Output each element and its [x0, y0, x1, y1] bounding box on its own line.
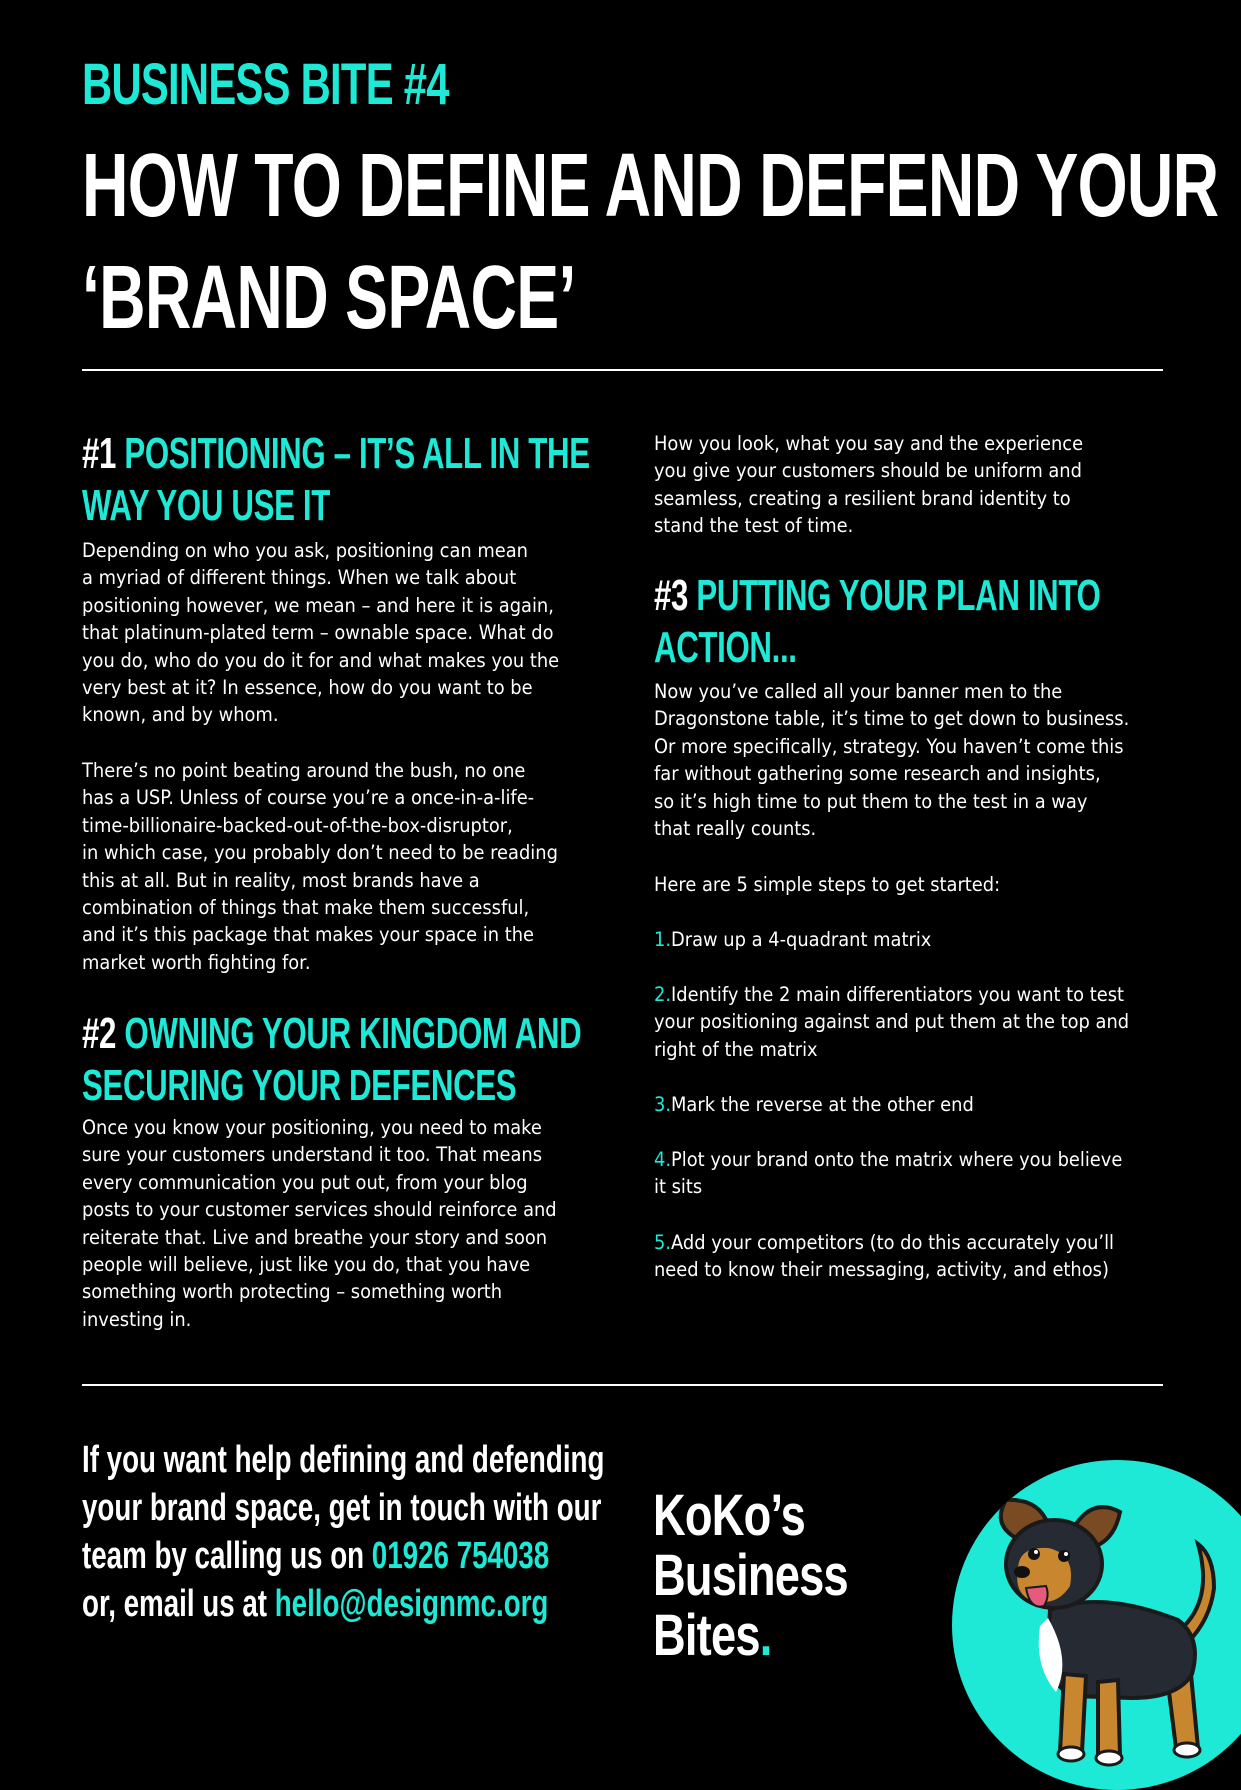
step-3 [654, 1091, 974, 1118]
text-line: very best at it? In essence, how do you want to be [82, 676, 533, 700]
section-2-paragraph-2 [654, 430, 1083, 540]
text-line: far without gathering some research and insights, [654, 762, 1101, 786]
text-line: seamless, creating a resilient brand identity to [654, 486, 1071, 510]
text-line: that platinum-plated term – ownable space. What do [82, 621, 554, 645]
text-line: investing in. [82, 1307, 192, 1331]
mascot-badge [952, 1460, 1241, 1790]
section-2-title-line-1: OWNING YOUR KINGDOM AND [124, 1009, 582, 1058]
text-line: your positioning against and put them at the top and [654, 1010, 1130, 1034]
text-line: every communication you put out, from your blog [82, 1170, 528, 1194]
section-1-paragraph-2 [82, 757, 558, 976]
text-line: a myriad of different things. When we talk about [82, 566, 517, 590]
section-1-heading [82, 428, 590, 532]
text-line: Identify the 2 main differentiators you want to test [671, 983, 1125, 1006]
brand-dot: . [759, 1603, 772, 1668]
step-1 [654, 926, 931, 953]
step-number: 4. [654, 1148, 672, 1171]
email-link[interactable]: hello@designmc.org [274, 1583, 549, 1625]
text-line: and it’s this package that makes your space in the [82, 923, 534, 947]
text-line: Now you’ve called all your banner men to the [654, 680, 1063, 703]
text-line: time-billionaire-backed-out-of-the-box-disruptor, [82, 813, 513, 837]
contact-cta [82, 1436, 604, 1628]
section-2-number: #2 [82, 1009, 117, 1058]
text-line: you give your customers should be uniform and [654, 459, 1082, 483]
section-1-title-line-1: POSITIONING – IT’S ALL IN THE [124, 429, 590, 478]
text-line: There’s no point beating around the bush, no one [82, 759, 526, 782]
section-3-title-line-1: PUTTING YOUR PLAN INTO [696, 571, 1101, 620]
section-1-number: #1 [82, 429, 117, 478]
text-line: has a USP. Unless of course you’re a once-in-a-life- [82, 786, 535, 810]
step-number: 5. [654, 1231, 672, 1254]
section-3-number: #3 [654, 571, 689, 620]
text-line: right of the matrix [654, 1037, 818, 1061]
step-5 [654, 1229, 1114, 1284]
section-2-paragraph-1 [82, 1114, 557, 1333]
cta-line: team by calling us on [82, 1535, 372, 1577]
dog-mascot-icon [952, 1460, 1241, 1790]
page-title-line-2: ‘BRAND SPACE’ [82, 248, 576, 348]
text-line: known, and by whom. [82, 703, 279, 727]
text-line: combination of things that make them successful, [82, 896, 530, 920]
text-line: reiterate that. Live and breathe your story and soon [82, 1225, 548, 1249]
text-line: it sits [654, 1175, 703, 1199]
text-line: people will believe, just like you do, that you have [82, 1253, 531, 1277]
text-line: Depending on who you ask, positioning can mean [82, 539, 528, 562]
brand-line: Business [653, 1543, 848, 1608]
brand-logo-text [653, 1483, 848, 1668]
section-3-title-line-2: ACTION... [654, 623, 797, 672]
bottom-divider [82, 1384, 1163, 1386]
text-line: Add your competitors (to do this accurately you’ll [671, 1231, 1115, 1254]
text-line: positioning however, we mean – and here it is again, [82, 593, 554, 617]
text-line: market worth fighting for. [82, 950, 311, 974]
text-line: Once you know your positioning, you need to make [82, 1116, 542, 1139]
kicker: BUSINESS BITE #4 [82, 52, 449, 117]
step-number: 1. [654, 928, 672, 951]
top-divider [82, 369, 1163, 371]
section-3-paragraph-1 [654, 678, 1129, 842]
section-2-heading [82, 1008, 581, 1112]
page-title [82, 130, 1218, 354]
brand-line: Bites [653, 1603, 760, 1668]
text-line: How you look, what you say and the experience [654, 432, 1084, 455]
text-line: stand the test of time. [654, 514, 854, 538]
text-line: this at all. But in reality, most brands have a [82, 868, 480, 892]
text-line: need to know their messaging, activity, and ethos) [654, 1258, 1109, 1282]
text-line: so it’s high time to put them to the test in a way [654, 789, 1088, 813]
cta-line: If you want help defining and defending [82, 1439, 605, 1481]
text-line: something worth protecting – something worth [82, 1280, 503, 1304]
section-1-title-line-2: WAY YOU USE IT [82, 481, 330, 530]
step-number: 2. [654, 983, 672, 1006]
steps-intro: Here are 5 simple steps to get started: [654, 873, 1001, 896]
text-line: Dragonstone table, it’s time to get down to business. [654, 707, 1130, 731]
step-2 [654, 981, 1129, 1063]
cta-line: or, email us at [82, 1583, 275, 1625]
step-number: 3. [654, 1093, 672, 1116]
text-line: Plot your brand onto the matrix where you believe [671, 1148, 1123, 1171]
text-line: sure your customers understand it too. That means [82, 1143, 543, 1167]
section-3-heading [654, 570, 1101, 674]
text-line: that really counts. [654, 817, 817, 841]
text-line: Or more specifically, strategy. You haven’t come this [654, 734, 1124, 758]
text-line: Draw up a 4-quadrant matrix [671, 928, 932, 951]
section-1-paragraph-1 [82, 537, 559, 729]
text-line: you do, who do you do it for and what makes you the [82, 648, 560, 672]
section-2-title-line-2: SECURING YOUR DEFENCES [82, 1061, 517, 1110]
cta-line: your brand space, get in touch with our [82, 1487, 602, 1529]
text-line: Mark the reverse at the other end [671, 1093, 974, 1116]
text-line: posts to your customer services should reinforce and [82, 1198, 557, 1222]
brand-line: KoKo’s [653, 1483, 805, 1548]
step-4 [654, 1146, 1122, 1201]
page-title-line-1: HOW TO DEFINE AND DEFEND YOUR [82, 136, 1219, 236]
phone-link[interactable]: 01926 754038 [371, 1535, 550, 1577]
text-line: in which case, you probably don’t need to be reading [82, 841, 558, 865]
